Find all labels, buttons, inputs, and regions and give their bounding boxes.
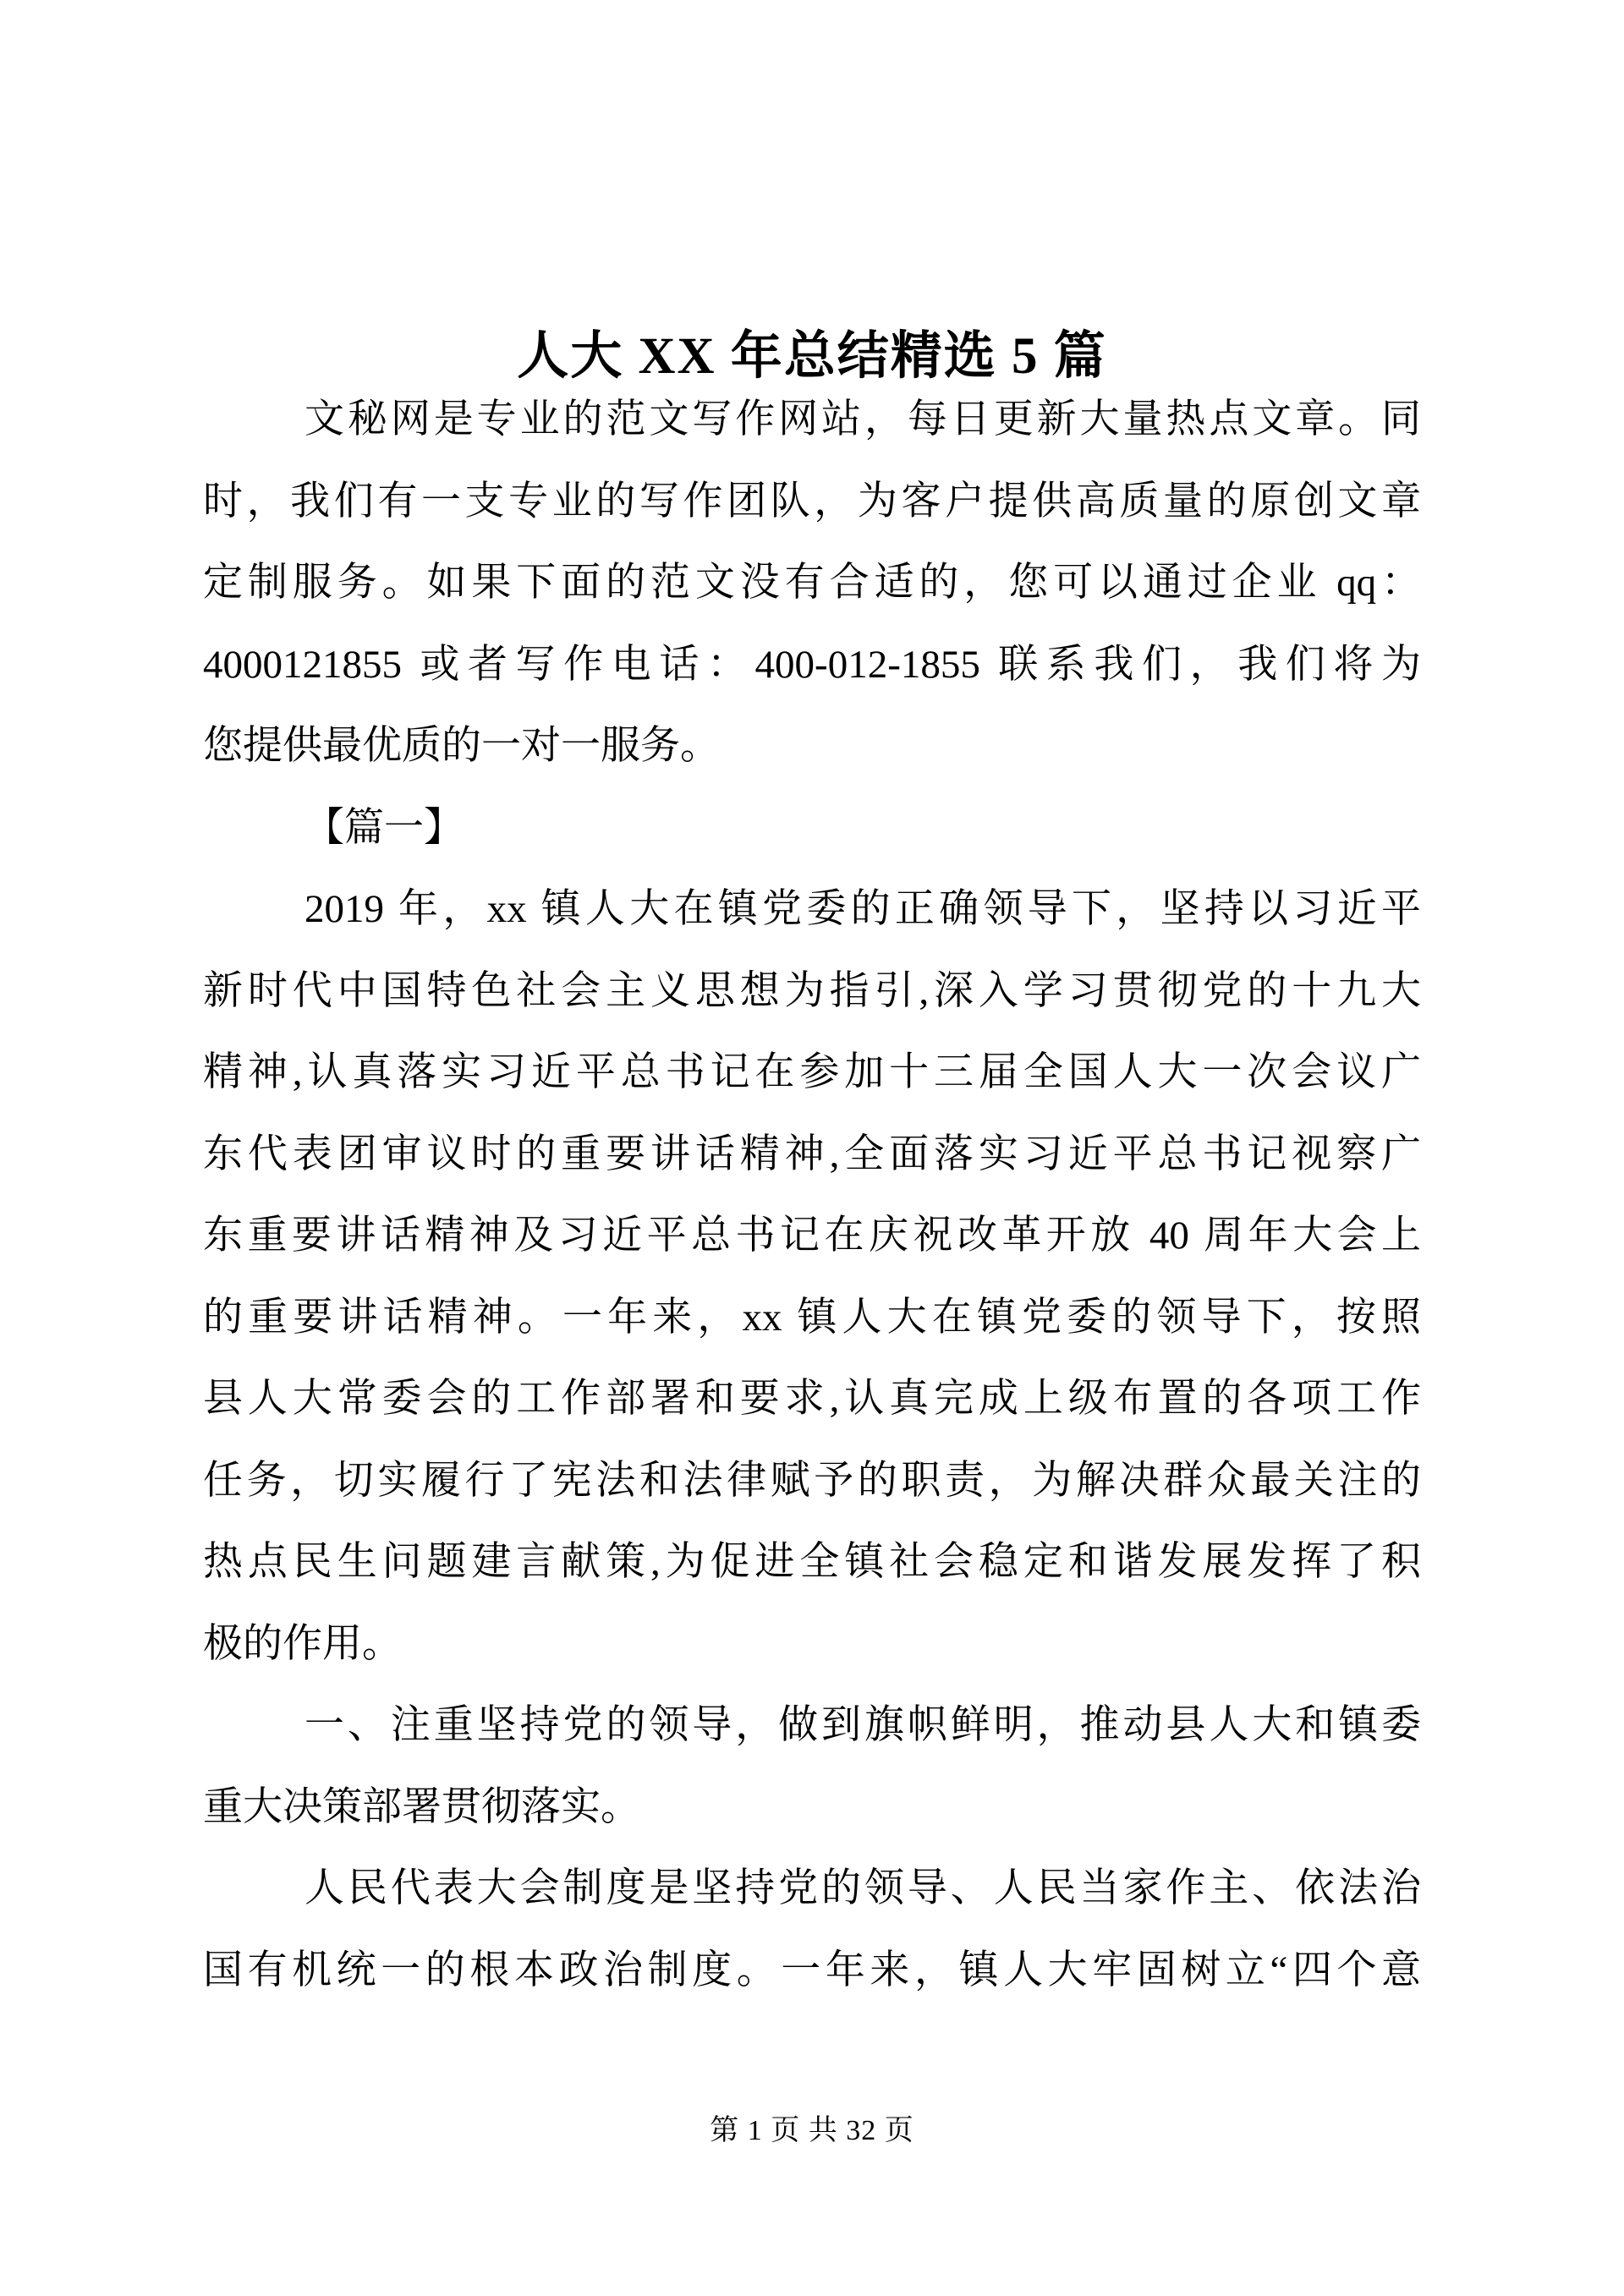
body-line: 县人大常委会的工作部署和要求,认真完成上级布置的各项工作 (203, 1377, 1421, 1421)
body-line: 重大决策部署贯彻落实。 (203, 1784, 640, 1829)
body-line: 热点民生问题建言献策,为促进全镇社会稳定和谐发展发挥了积 (203, 1540, 1421, 1584)
body-line: 任务，切实履行了宪法和法律赋予的职责，为解决群众最关注的 (203, 1458, 1421, 1503)
body-line: 极的作用。 (203, 1621, 402, 1666)
body-line: 东代表团审议时的重要讲话精神,全面落实习近平总书记视察广 (203, 1132, 1421, 1176)
body-line: 4000121855 或者写作电话：400-012-1855 联系我们，我们将为 (203, 642, 1421, 687)
body-line: 时，我们有一支专业的写作团队，为客户提供高质量的原创文章 (203, 479, 1421, 523)
body-line: 2019 年，xx 镇人大在镇党委的正确领导下，坚持以习近平 (304, 887, 1421, 931)
body-line: 您提供最优质的一对一服务。 (203, 724, 720, 768)
body-line: 定制服务。如果下面的范文没有合适的，您可以通过企业 qq： (203, 561, 1421, 605)
body-line: 的重要讲话精神。一年来，xx 镇人大在镇党委的领导下，按照 (203, 1295, 1421, 1340)
section-heading: 【篇一】 (304, 805, 464, 850)
body-line: 人民代表大会制度是坚持党的领导、人民当家作主、依法治 (304, 1866, 1421, 1910)
page-number-footer: 第 1 页 共 32 页 (710, 2115, 914, 2146)
body-line: 新时代中国特色社会主义思想为指引,深入学习贯彻党的十九大 (203, 968, 1421, 1013)
body-line: 东重要讲话精神及习近平总书记在庆祝改革开放 40 周年大会上 (203, 1214, 1421, 1258)
body-line: 一、注重坚持党的领导，做到旗帜鲜明，推动县人大和镇委 (304, 1703, 1421, 1747)
body-line: 国有机统一的根本政治制度。一年来，镇人大牢固树立“四个意 (203, 1948, 1421, 1992)
document-body (203, 379, 1421, 2011)
body-line: 精神,认真落实习近平总书记在参加十三届全国人大一次会议广 (203, 1050, 1421, 1094)
body-line: 文秘网是专业的范文写作网站，每日更新大量热点文章。同 (304, 397, 1421, 441)
document-title: 人大 XX 年总结精选 5 篇 (517, 327, 1107, 385)
